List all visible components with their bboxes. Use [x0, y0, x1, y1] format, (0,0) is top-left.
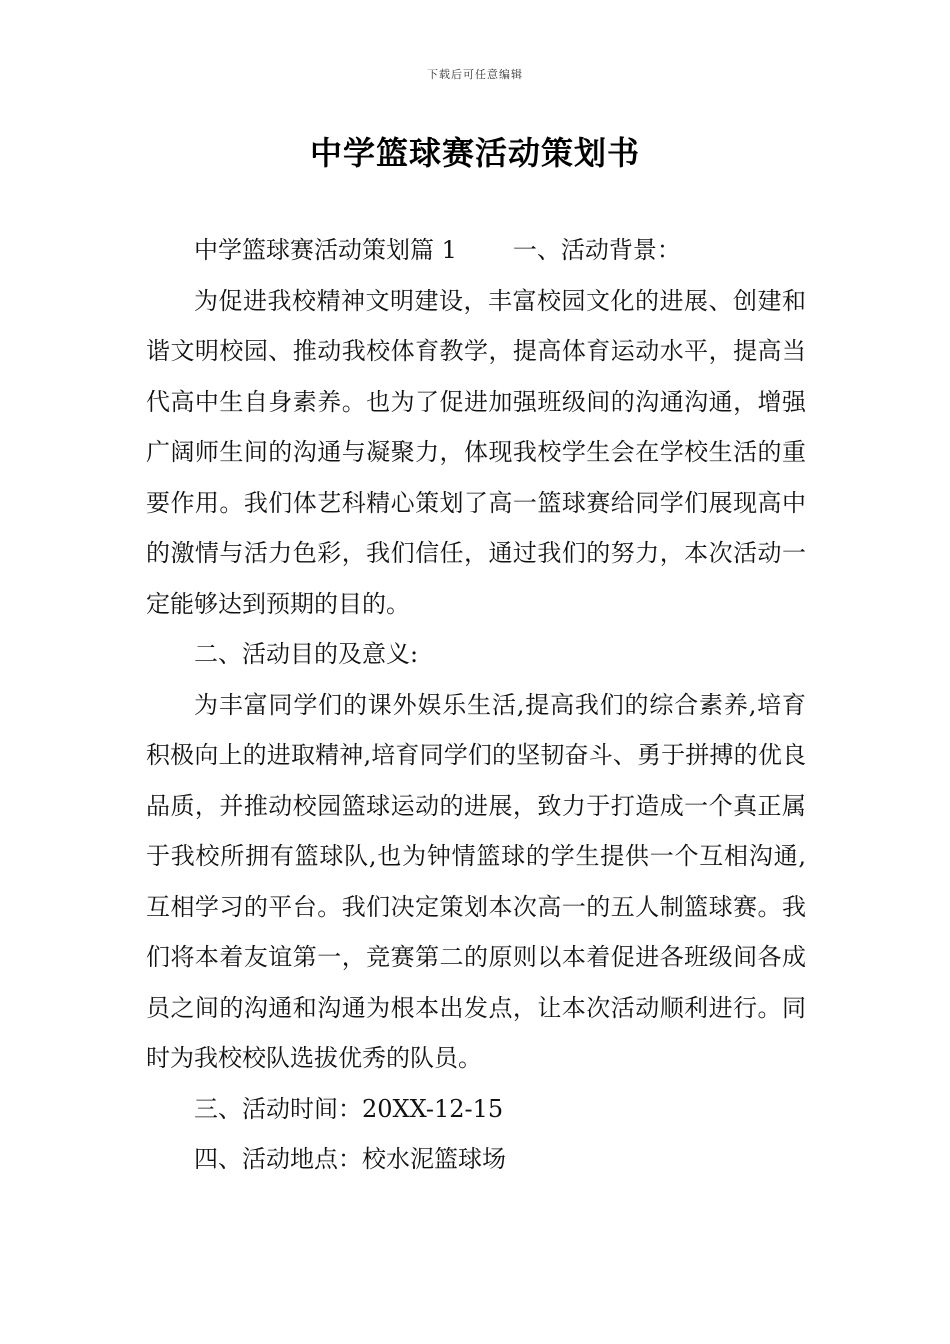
section-intro-line [146, 225, 806, 276]
background-paragraph: 为促进我校精神文明建设，丰富校园文化的进展、创建和谐文明校园、推动我校体育教学，提高体育运动水平，提高当代高中生自身素养。也为了促进加强班级间的沟通沟通，增强广阔师生间的沟通与凝聚力，体现我校学生会在学校生活的重要作用。我们体艺科精心策划了高一篮球赛给同学们展现高中的激情与活力色彩，我们信任，通过我们的努力，本次活动一定能够达到预期的目的。 [146, 286, 806, 618]
purpose-paragraph: 为丰富同学们的课外娱乐生活,提高我们的综合素养,培育积极向上的进取精神,培育同学们的坚韧奋斗、勇于拼搏的优良品质，并推动校园篮球运动的进展，致力于打造成一个真正属于我校所拥有篮球队,也为钟情篮球的学生提供一个互相沟通,互相学习的平台。我们决定策划本次高一的五人制篮球赛。我们将本着友谊第一，竞赛第二的原则以本着促进各班级间各成员之间的沟通和沟通为根本出发点，让本次活动顺利进行。同时为我校校队选拔优秀的队员。 [146, 690, 806, 1072]
location-line: 四、活动地点：校水泥篮球场 [194, 1145, 506, 1173]
header-note: 下载后可任意编辑 [427, 68, 523, 81]
background-heading: 一、活动背景： [512, 236, 681, 264]
purpose-heading: 二、活动目的及意义: [194, 640, 419, 668]
document-title: 中学篮球赛活动策划书 [309, 134, 640, 172]
time-line: 三、活动时间：20XX-12-15 [194, 1094, 504, 1123]
document-body [146, 225, 806, 1185]
section-intro-label: 中学篮球赛活动策划篇 1 [194, 236, 457, 264]
